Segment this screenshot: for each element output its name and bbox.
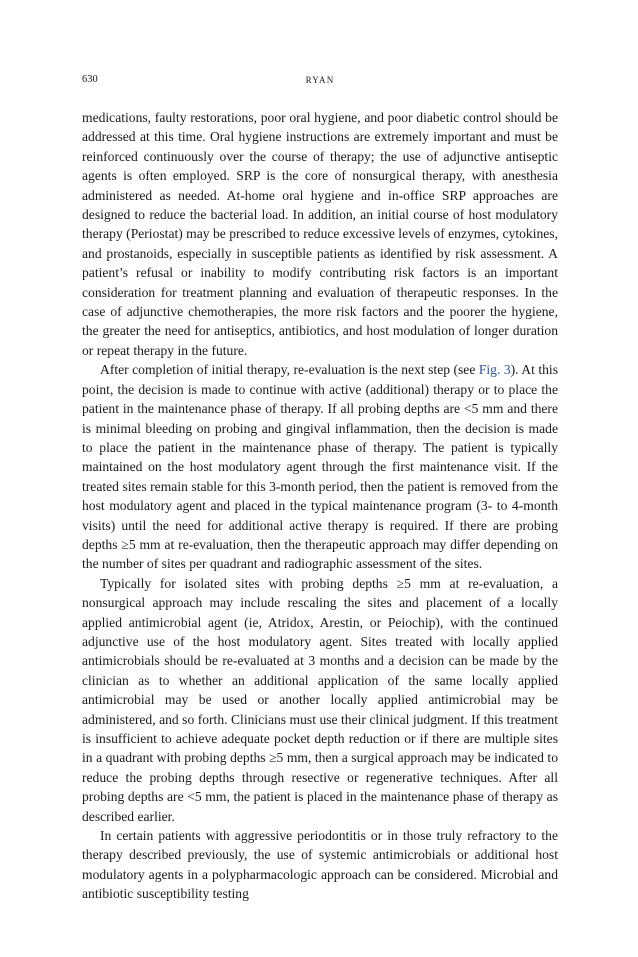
paragraph-2-text-before-ref: After completion of initial therapy, re-evaluation is the next step (see: [100, 362, 479, 378]
paragraph-2-text-after-ref: ). At this point, the decision is made to continue with active (additional) therapy or to place the patient in the maintenance phase of therapy. If all probing depths are <5 mm and there is minimal bleeding on probing and gingival inflammation, then the decision is made to place the patient in the maintenance phase of therapy. The patient is typically maintained on the host modulatory agent through the first maintenance visit. If the treated sites remain stable for this 3-month period, then the patient is removed from the host modulatory agent and placed in the typical maintenance program (3- to 4-month visits) until the need for additional active therapy is required. If there are probing depths ≥5 mm at re-evaluation, then the therapeutic approach may differ depending on the number of sites per quadrant and radiographic assessment of the sites.: [82, 362, 558, 572]
running-head: [82, 72, 558, 88]
running-title: RYAN: [305, 75, 335, 85]
figure-reference-link[interactable]: Fig. 3: [478, 362, 511, 378]
paragraph-4: In certain patients with aggressive periodontitis or in those truly refractory to the therapy described previously, the use of systemic antimicrobials or additional host modulatory agents in a polypharmacologic approach can be considered. Microbial and antibiotic susceptibility testing: [82, 828, 558, 902]
paragraph-1: medications, faulty restorations, poor oral hygiene, and poor diabetic control should be addressed at this time. Oral hygiene instructions are extremely important and must be reinforced continuously over the course of therapy; the use of adjunctive antiseptic agents is often employed. SRP is the core of nonsurgical therapy, with anesthesia administered as needed. At-home oral hygiene and in-office SRP approaches are designed to reduce the bacterial load. In addition, an initial course of host modulatory therapy (Periostat) may be prescribed to reduce excessive levels of enzymes, cytokines, and prostanoids, especially in susceptible patients as identified by risk assessment. A patient’s refusal or inability to modify contributing risk factors is an important consideration for treatment planning and evaluation of therapeutic responses. In the case of adjunctive chemotherapies, the more risk factors and the poorer the hygiene, the greater the need for antiseptics, antibiotics, and host modulation of longer duration or repeat therapy in the future.: [82, 110, 558, 358]
page-number: 630: [82, 74, 98, 85]
paragraph-2: [82, 360, 558, 573]
body-text: [82, 108, 558, 904]
paragraph-3: Typically for isolated sites with probing depths ≥5 mm at re-evaluation, a nonsurgical approach may include rescaling the sites and placement of a locally applied antimicrobial agent (ie, Atridox, Arestin, or Peiochip), with the continued adjunctive use of the host modulatory agent. Sites treated with locally applied antimicrobials should be re-evaluated at 3 months and a decision can be made by the clinician as to whether an additional application of the same locally applied antimicrobial may be used or another locally applied antimicrobial may be administered, and so forth. Clinicians must use their clinical judgment. If this treatment is insufficient to achieve adequate pocket depth reduction or if there are multiple sites in a quadrant with probing depths ≥5 mm, then a surgical approach may be indicated to reduce the probing depths through resective or regenerative techniques. After all probing depths are <5 mm, the patient is placed in the maintenance phase of therapy as described earlier.: [82, 575, 558, 824]
